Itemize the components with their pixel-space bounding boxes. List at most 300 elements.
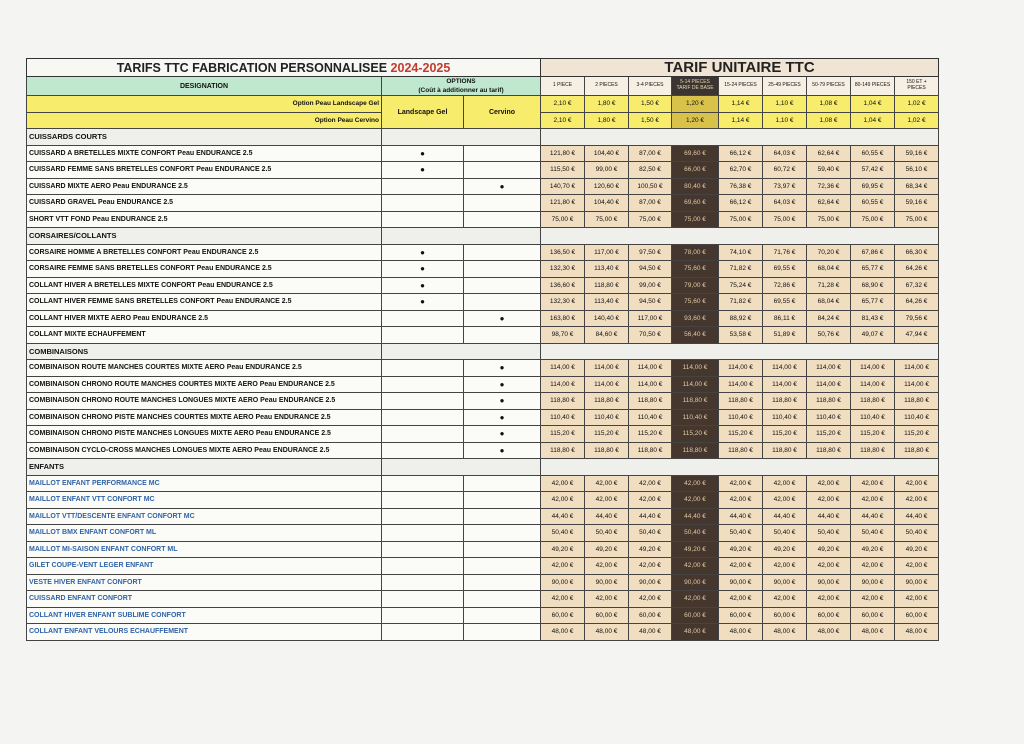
option-cervino-cell bbox=[464, 525, 541, 542]
price-cell: 75,00 € bbox=[807, 211, 851, 228]
price-cell: 71,82 € bbox=[719, 261, 763, 278]
price-cell: 74,10 € bbox=[719, 244, 763, 261]
price-cell: 114,00 € bbox=[851, 376, 895, 393]
qty-header: 1 PIECE bbox=[541, 77, 585, 96]
option-landscape-cell bbox=[382, 558, 464, 575]
price-cell: 60,00 € bbox=[895, 607, 939, 624]
price-cell: 64,03 € bbox=[763, 195, 807, 212]
price-cell: 42,00 € bbox=[763, 591, 807, 608]
price-cell: 75,00 € bbox=[541, 211, 585, 228]
price-cell: 75,00 € bbox=[719, 211, 763, 228]
base-price-cell: 49,20 € bbox=[672, 541, 719, 558]
price-cell: 115,20 € bbox=[585, 426, 629, 443]
price-cell: 104,40 € bbox=[585, 145, 629, 162]
price-cell: 42,00 € bbox=[719, 492, 763, 509]
price-cell: 118,80 € bbox=[763, 442, 807, 459]
options-header bbox=[382, 77, 541, 96]
price-cell: 114,00 € bbox=[807, 376, 851, 393]
option-landscape-cell bbox=[382, 327, 464, 344]
product-row bbox=[27, 211, 939, 228]
product-row bbox=[27, 624, 939, 641]
price-cell: 62,70 € bbox=[719, 162, 763, 179]
price-cell: 90,00 € bbox=[851, 574, 895, 591]
price-cell: 90,00 € bbox=[541, 574, 585, 591]
base-price-cell: 114,00 € bbox=[672, 376, 719, 393]
price-cell: 48,00 € bbox=[851, 624, 895, 641]
option-cervino-cell: ● bbox=[464, 178, 541, 195]
price-cell: 115,20 € bbox=[807, 426, 851, 443]
base-price-cell: 69,60 € bbox=[672, 145, 719, 162]
price-cell: 113,40 € bbox=[585, 294, 629, 311]
price-cell: 50,40 € bbox=[719, 525, 763, 542]
price-cell: 110,40 € bbox=[541, 409, 585, 426]
option-label: Option Peau Landscape Gel bbox=[27, 96, 382, 113]
section-spacer bbox=[382, 129, 541, 146]
price-cell: 110,40 € bbox=[763, 409, 807, 426]
price-cell: 48,00 € bbox=[541, 624, 585, 641]
price-cell: 42,00 € bbox=[851, 558, 895, 575]
base-price-cell: 42,00 € bbox=[672, 591, 719, 608]
price-cell: 48,00 € bbox=[629, 624, 672, 641]
price-cell: 114,00 € bbox=[585, 360, 629, 377]
price-cell: 114,00 € bbox=[585, 376, 629, 393]
price-cell: 118,80 € bbox=[719, 393, 763, 410]
price-cell: 42,00 € bbox=[807, 558, 851, 575]
section-spacer bbox=[382, 343, 541, 360]
qty-header: 50-79 PIECES bbox=[807, 77, 851, 96]
price-cell: 87,00 € bbox=[629, 195, 672, 212]
price-cell: 66,12 € bbox=[719, 195, 763, 212]
price-cell: 118,80 € bbox=[629, 393, 672, 410]
price-cell: 110,40 € bbox=[585, 409, 629, 426]
base-price-cell: 42,00 € bbox=[672, 492, 719, 509]
product-row bbox=[27, 145, 939, 162]
price-cell: 118,80 € bbox=[541, 442, 585, 459]
option-cervino-cell bbox=[464, 294, 541, 311]
price-cell: 110,40 € bbox=[895, 409, 939, 426]
product-name: COMBINAISON ROUTE MANCHES COURTES MIXTE AERO Peau ENDURANCE 2.5 bbox=[27, 360, 382, 377]
option-cervino-cell: ● bbox=[464, 409, 541, 426]
price-cell: 121,80 € bbox=[541, 195, 585, 212]
option-landscape-cell bbox=[382, 591, 464, 608]
option-cervino-cell bbox=[464, 211, 541, 228]
option-cervino-cell bbox=[464, 145, 541, 162]
price-cell: 67,32 € bbox=[895, 277, 939, 294]
price-cell: 59,16 € bbox=[895, 145, 939, 162]
price-cell: 60,00 € bbox=[851, 607, 895, 624]
price-cell: 118,80 € bbox=[895, 393, 939, 410]
price-cell: 42,00 € bbox=[895, 558, 939, 575]
option-cervino-cell: ● bbox=[464, 426, 541, 443]
price-cell: 118,80 € bbox=[541, 393, 585, 410]
section-spacer bbox=[382, 459, 541, 476]
price-cell: 42,00 € bbox=[585, 558, 629, 575]
product-row bbox=[27, 508, 939, 525]
header-row bbox=[27, 77, 939, 96]
product-row bbox=[27, 277, 939, 294]
price-cell: 42,00 € bbox=[541, 591, 585, 608]
price-cell: 48,00 € bbox=[807, 624, 851, 641]
option-landscape-cell bbox=[382, 195, 464, 212]
price-cell: 66,12 € bbox=[719, 145, 763, 162]
option-landscape-cell bbox=[382, 426, 464, 443]
base-price-cell: 78,00 € bbox=[672, 244, 719, 261]
option-landscape-cell bbox=[382, 393, 464, 410]
price-cell: 42,00 € bbox=[763, 558, 807, 575]
options-header-title: OPTIONS bbox=[446, 78, 476, 85]
base-price-cell: 50,40 € bbox=[672, 525, 719, 542]
price-cell: 49,20 € bbox=[719, 541, 763, 558]
price-cell: 115,20 € bbox=[541, 426, 585, 443]
price-cell: 118,80 € bbox=[585, 442, 629, 459]
price-cell: 42,00 € bbox=[895, 492, 939, 509]
price-cell: 114,00 € bbox=[541, 360, 585, 377]
option-price: 2,10 € bbox=[541, 112, 585, 129]
price-cell: 75,00 € bbox=[763, 211, 807, 228]
base-price-cell: 75,60 € bbox=[672, 261, 719, 278]
product-name: COLLANT HIVER A BRETELLES MIXTE CONFORT Peau ENDURANCE 2.5 bbox=[27, 277, 382, 294]
price-cell: 60,00 € bbox=[541, 607, 585, 624]
section-title: ENFANTS bbox=[27, 459, 382, 476]
base-price-cell: 75,60 € bbox=[672, 294, 719, 311]
price-table-body bbox=[27, 59, 939, 641]
price-cell: 49,20 € bbox=[807, 541, 851, 558]
price-cell: 60,00 € bbox=[585, 607, 629, 624]
product-name: CORSAIRE HOMME A BRETELLES CONFORT Peau ENDURANCE 2.5 bbox=[27, 244, 382, 261]
product-name: MAILLOT BMX ENFANT CONFORT ML bbox=[27, 525, 382, 542]
base-price-cell: 48,00 € bbox=[672, 624, 719, 641]
product-name: COMBINAISON CYCLO-CROSS MANCHES LONGUES MIXTE AERO Peau ENDURANCE 2.5 bbox=[27, 442, 382, 459]
base-price-cell: 90,00 € bbox=[672, 574, 719, 591]
base-price-cell: 42,00 € bbox=[672, 475, 719, 492]
price-cell: 76,38 € bbox=[719, 178, 763, 195]
product-row bbox=[27, 310, 939, 327]
price-cell: 132,30 € bbox=[541, 294, 585, 311]
price-cell: 42,00 € bbox=[629, 591, 672, 608]
price-cell: 118,80 € bbox=[851, 393, 895, 410]
base-price-cell: 93,60 € bbox=[672, 310, 719, 327]
qty-header: 25-49 PIECES bbox=[763, 77, 807, 96]
price-cell: 114,00 € bbox=[541, 376, 585, 393]
option-landscape-cell: ● bbox=[382, 244, 464, 261]
price-cell: 88,92 € bbox=[719, 310, 763, 327]
section-row bbox=[27, 459, 939, 476]
price-cell: 65,77 € bbox=[851, 261, 895, 278]
price-cell: 56,10 € bbox=[895, 162, 939, 179]
option-price: 1,04 € bbox=[851, 112, 895, 129]
option-landscape-cell bbox=[382, 442, 464, 459]
price-cell: 44,40 € bbox=[807, 508, 851, 525]
price-cell: 115,20 € bbox=[719, 426, 763, 443]
price-cell: 82,50 € bbox=[629, 162, 672, 179]
price-cell: 69,55 € bbox=[763, 294, 807, 311]
option-landscape-cell bbox=[382, 475, 464, 492]
price-cell: 42,00 € bbox=[629, 558, 672, 575]
price-cell: 42,00 € bbox=[719, 558, 763, 575]
price-cell: 69,55 € bbox=[763, 261, 807, 278]
product-row bbox=[27, 442, 939, 459]
price-cell: 117,00 € bbox=[629, 310, 672, 327]
base-price-cell: 44,40 € bbox=[672, 508, 719, 525]
option-landscape-cell: ● bbox=[382, 145, 464, 162]
price-cell: 71,28 € bbox=[807, 277, 851, 294]
price-cell: 117,00 € bbox=[585, 244, 629, 261]
price-cell: 118,80 € bbox=[807, 442, 851, 459]
option-cervino-cell: ● bbox=[464, 376, 541, 393]
price-cell: 118,80 € bbox=[895, 442, 939, 459]
price-cell: 44,40 € bbox=[585, 508, 629, 525]
option-cervino-cell bbox=[464, 492, 541, 509]
price-cell: 42,00 € bbox=[895, 475, 939, 492]
price-cell: 140,40 € bbox=[585, 310, 629, 327]
price-cell: 136,60 € bbox=[541, 277, 585, 294]
price-cell: 50,40 € bbox=[807, 525, 851, 542]
price-cell: 66,30 € bbox=[895, 244, 939, 261]
price-cell: 64,26 € bbox=[895, 261, 939, 278]
product-name: MAILLOT MI-SAISON ENFANT CONFORT ML bbox=[27, 541, 382, 558]
price-cell: 115,20 € bbox=[851, 426, 895, 443]
option-landscape-cell bbox=[382, 525, 464, 542]
section-row bbox=[27, 343, 939, 360]
option-cervino-cell bbox=[464, 574, 541, 591]
price-cell: 90,00 € bbox=[895, 574, 939, 591]
product-name: COLLANT HIVER MIXTE AERO Peau ENDURANCE 2.5 bbox=[27, 310, 382, 327]
price-cell: 115,50 € bbox=[541, 162, 585, 179]
base-price-cell: 66,00 € bbox=[672, 162, 719, 179]
price-cell: 70,20 € bbox=[807, 244, 851, 261]
price-cell: 114,00 € bbox=[629, 360, 672, 377]
base-price-cell: 56,40 € bbox=[672, 327, 719, 344]
price-cell: 115,20 € bbox=[629, 426, 672, 443]
base-price-cell: 118,80 € bbox=[672, 393, 719, 410]
price-cell: 50,40 € bbox=[763, 525, 807, 542]
price-cell: 99,00 € bbox=[585, 162, 629, 179]
price-cell: 64,03 € bbox=[763, 145, 807, 162]
option-landscape-cell bbox=[382, 376, 464, 393]
product-name: MAILLOT VTT/DESCENTE ENFANT CONFORT MC bbox=[27, 508, 382, 525]
option-col-cervino: Cervino bbox=[464, 96, 541, 129]
product-name: CORSAIRE FEMME SANS BRETELLES CONFORT Peau ENDURANCE 2.5 bbox=[27, 261, 382, 278]
price-cell: 62,64 € bbox=[807, 195, 851, 212]
option-price: 1,02 € bbox=[895, 112, 939, 129]
option-landscape-cell bbox=[382, 541, 464, 558]
option-price: 1,08 € bbox=[807, 96, 851, 113]
price-cell: 44,40 € bbox=[895, 508, 939, 525]
product-row bbox=[27, 475, 939, 492]
option-cervino-cell bbox=[464, 541, 541, 558]
option-col-landscape: Landscape Gel bbox=[382, 96, 464, 129]
option-cervino-cell bbox=[464, 475, 541, 492]
price-cell: 65,77 € bbox=[851, 294, 895, 311]
price-cell: 50,76 € bbox=[807, 327, 851, 344]
price-cell: 73,97 € bbox=[763, 178, 807, 195]
price-cell: 42,00 € bbox=[851, 591, 895, 608]
section-spacer bbox=[541, 129, 939, 146]
qty-header-base: 5-14 PIECES TARIF DE BASE bbox=[672, 77, 719, 96]
price-cell: 42,00 € bbox=[629, 475, 672, 492]
price-cell: 90,00 € bbox=[763, 574, 807, 591]
price-cell: 42,00 € bbox=[851, 475, 895, 492]
option-landscape-cell: ● bbox=[382, 277, 464, 294]
price-cell: 67,86 € bbox=[851, 244, 895, 261]
price-cell: 136,50 € bbox=[541, 244, 585, 261]
product-row bbox=[27, 376, 939, 393]
price-cell: 110,40 € bbox=[807, 409, 851, 426]
section-title: CUISSARDS COURTS bbox=[27, 129, 382, 146]
option-cervino-cell: ● bbox=[464, 360, 541, 377]
product-name: COLLANT HIVER FEMME SANS BRETELLES CONFORT Peau ENDURANCE 2.5 bbox=[27, 294, 382, 311]
option-price: 1,10 € bbox=[763, 96, 807, 113]
price-cell: 60,00 € bbox=[719, 607, 763, 624]
product-name: MAILLOT ENFANT VTT CONFORT MC bbox=[27, 492, 382, 509]
price-cell: 62,64 € bbox=[807, 145, 851, 162]
price-cell: 114,00 € bbox=[851, 360, 895, 377]
product-name: COLLANT ENFANT VELOURS ECHAUFFEMENT bbox=[27, 624, 382, 641]
price-cell: 99,00 € bbox=[629, 277, 672, 294]
price-cell: 49,20 € bbox=[895, 541, 939, 558]
price-cell: 44,40 € bbox=[541, 508, 585, 525]
price-cell: 48,00 € bbox=[719, 624, 763, 641]
price-cell: 110,40 € bbox=[851, 409, 895, 426]
product-row bbox=[27, 591, 939, 608]
option-price: 1,50 € bbox=[629, 96, 672, 113]
title-text: TARIFS TTC FABRICATION PERSONNALISEE bbox=[116, 60, 388, 75]
product-name: CUISSARD MIXTE AERO Peau ENDURANCE 2.5 bbox=[27, 178, 382, 195]
price-cell: 98,70 € bbox=[541, 327, 585, 344]
product-name: CUISSARD A BRETELLES MIXTE CONFORT Peau ENDURANCE 2.5 bbox=[27, 145, 382, 162]
price-cell: 49,07 € bbox=[851, 327, 895, 344]
option-price-base: 1,20 € bbox=[672, 112, 719, 129]
option-label: Option Peau Cervino bbox=[27, 112, 382, 129]
price-cell: 118,80 € bbox=[719, 442, 763, 459]
title-year: 2024-2025 bbox=[390, 60, 451, 75]
price-cell: 44,40 € bbox=[763, 508, 807, 525]
price-cell: 75,00 € bbox=[629, 211, 672, 228]
price-cell: 81,43 € bbox=[851, 310, 895, 327]
price-cell: 118,80 € bbox=[585, 277, 629, 294]
price-cell: 110,40 € bbox=[719, 409, 763, 426]
option-price: 1,80 € bbox=[585, 96, 629, 113]
product-row bbox=[27, 327, 939, 344]
option-cervino-cell bbox=[464, 327, 541, 344]
page-title bbox=[27, 59, 541, 77]
option-cervino-cell bbox=[464, 591, 541, 608]
price-cell: 57,42 € bbox=[851, 162, 895, 179]
product-row bbox=[27, 426, 939, 443]
option-price: 1,14 € bbox=[719, 96, 763, 113]
product-row bbox=[27, 558, 939, 575]
price-cell: 115,20 € bbox=[895, 426, 939, 443]
option-price: 1,10 € bbox=[763, 112, 807, 129]
product-name: COLLANT HIVER ENFANT SUBLIME CONFORT bbox=[27, 607, 382, 624]
price-cell: 42,00 € bbox=[541, 475, 585, 492]
price-cell: 118,80 € bbox=[585, 393, 629, 410]
options-header-note: (Coût à additionner au tarif) bbox=[418, 87, 504, 95]
product-name: VESTE HIVER ENFANT CONFORT bbox=[27, 574, 382, 591]
price-cell: 84,24 € bbox=[807, 310, 851, 327]
price-table bbox=[26, 58, 939, 641]
price-cell: 42,00 € bbox=[807, 492, 851, 509]
product-row bbox=[27, 162, 939, 179]
price-cell: 64,26 € bbox=[895, 294, 939, 311]
option-landscape-cell bbox=[382, 211, 464, 228]
price-cell: 42,00 € bbox=[851, 492, 895, 509]
price-cell: 42,00 € bbox=[541, 558, 585, 575]
price-cell: 114,00 € bbox=[895, 360, 939, 377]
option-landscape-cell: ● bbox=[382, 294, 464, 311]
option-landscape-cell bbox=[382, 409, 464, 426]
price-cell: 42,00 € bbox=[719, 475, 763, 492]
option-landscape-cell: ● bbox=[382, 261, 464, 278]
price-cell: 140,70 € bbox=[541, 178, 585, 195]
price-cell: 59,16 € bbox=[895, 195, 939, 212]
price-cell: 84,60 € bbox=[585, 327, 629, 344]
price-cell: 42,00 € bbox=[629, 492, 672, 509]
price-cell: 49,20 € bbox=[585, 541, 629, 558]
title-row bbox=[27, 59, 939, 77]
price-cell: 50,40 € bbox=[895, 525, 939, 542]
price-cell: 48,00 € bbox=[895, 624, 939, 641]
product-row bbox=[27, 294, 939, 311]
section-spacer bbox=[541, 228, 939, 245]
product-row bbox=[27, 541, 939, 558]
option-cervino-cell bbox=[464, 624, 541, 641]
option-price: 1,80 € bbox=[585, 112, 629, 129]
price-cell: 50,40 € bbox=[851, 525, 895, 542]
product-row bbox=[27, 574, 939, 591]
section-row bbox=[27, 228, 939, 245]
base-price-cell: 80,40 € bbox=[672, 178, 719, 195]
product-row bbox=[27, 409, 939, 426]
price-cell: 47,94 € bbox=[895, 327, 939, 344]
price-cell: 114,00 € bbox=[719, 376, 763, 393]
price-cell: 70,50 € bbox=[629, 327, 672, 344]
qty-header: 150 ET + PIECES bbox=[895, 77, 939, 96]
option-landscape-cell bbox=[382, 624, 464, 641]
product-name: COMBINAISON CHRONO ROUTE MANCHES COURTES MIXTE AERO Peau ENDURANCE 2.5 bbox=[27, 376, 382, 393]
product-row bbox=[27, 393, 939, 410]
price-cell: 42,00 € bbox=[541, 492, 585, 509]
price-cell: 42,00 € bbox=[895, 591, 939, 608]
option-landscape-cell bbox=[382, 607, 464, 624]
price-cell: 53,58 € bbox=[719, 327, 763, 344]
price-cell: 42,00 € bbox=[807, 475, 851, 492]
price-cell: 44,40 € bbox=[719, 508, 763, 525]
price-cell: 49,20 € bbox=[629, 541, 672, 558]
price-cell: 163,80 € bbox=[541, 310, 585, 327]
price-cell: 90,00 € bbox=[719, 574, 763, 591]
price-cell: 42,00 € bbox=[585, 475, 629, 492]
product-row bbox=[27, 244, 939, 261]
price-cell: 50,40 € bbox=[541, 525, 585, 542]
price-cell: 71,82 € bbox=[719, 294, 763, 311]
option-price-base: 1,20 € bbox=[672, 96, 719, 113]
price-cell: 114,00 € bbox=[719, 360, 763, 377]
base-price-cell: 110,40 € bbox=[672, 409, 719, 426]
price-cell: 68,90 € bbox=[851, 277, 895, 294]
price-cell: 97,50 € bbox=[629, 244, 672, 261]
product-row bbox=[27, 607, 939, 624]
price-cell: 90,00 € bbox=[629, 574, 672, 591]
price-cell: 110,40 € bbox=[629, 409, 672, 426]
option-cervino-cell bbox=[464, 508, 541, 525]
price-cell: 68,04 € bbox=[807, 261, 851, 278]
price-cell: 44,40 € bbox=[851, 508, 895, 525]
section-spacer bbox=[541, 459, 939, 476]
product-name: COMBINAISON CHRONO ROUTE MANCHES LONGUES MIXTE AERO Peau ENDURANCE 2.5 bbox=[27, 393, 382, 410]
price-cell: 115,20 € bbox=[763, 426, 807, 443]
base-price-cell: 75,00 € bbox=[672, 211, 719, 228]
